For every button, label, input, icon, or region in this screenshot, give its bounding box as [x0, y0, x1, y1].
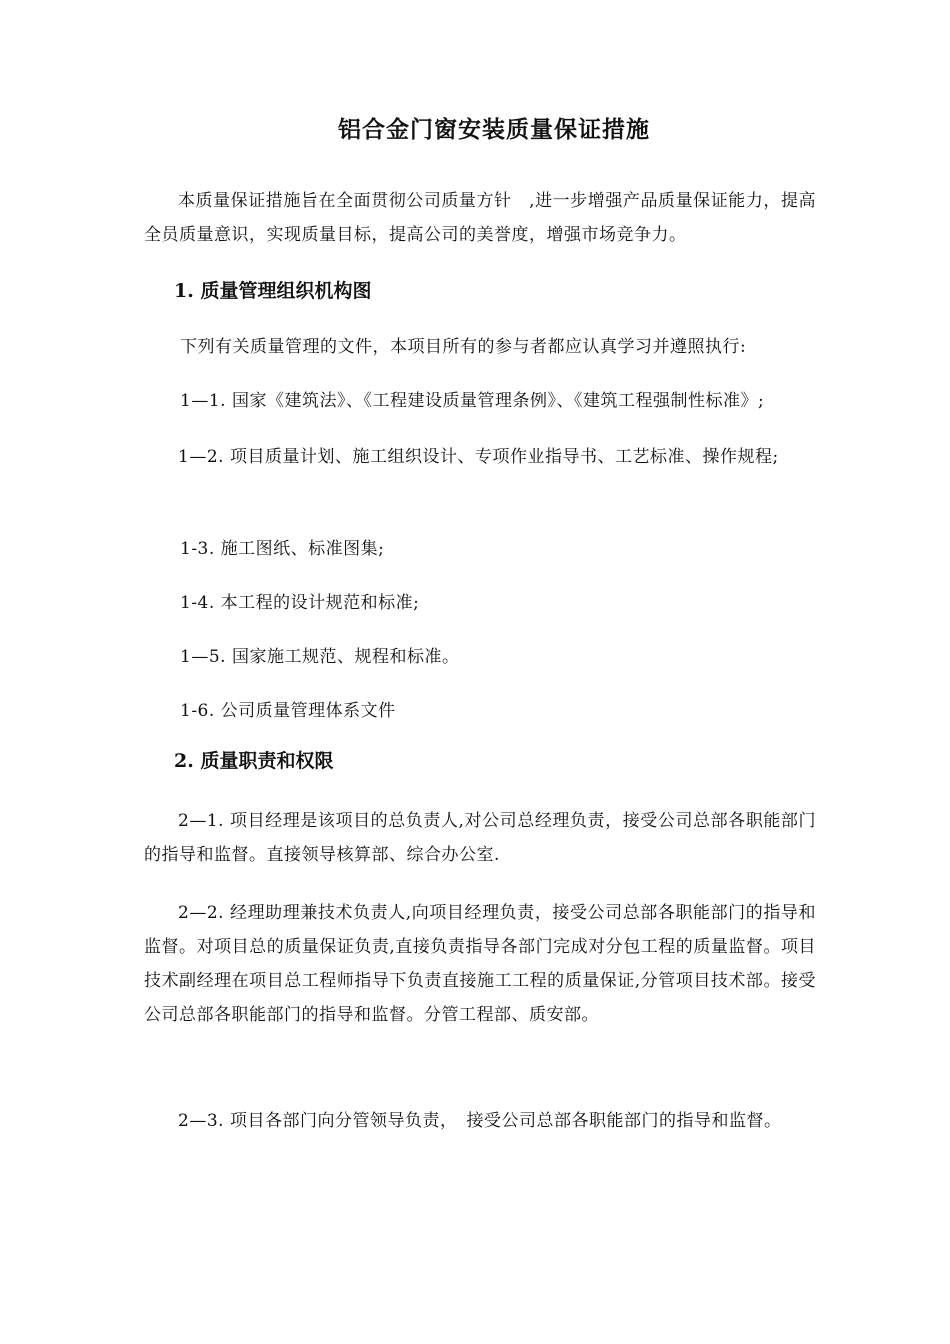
section-1-heading: 1. 质量管理组织机构图: [174, 280, 372, 302]
section-1-lead: 下列有关质量管理的文件，本项目所有的参与者都应认真学习并遵照执行:: [180, 337, 747, 357]
section-2-item: 2—1. 项目经理是该项目的总负责人,对公司总经理负责，接受公司总部各职能部门的指导和监督。直接领导核算部、综合办公室.: [144, 811, 816, 865]
section-2-item: 2—2. 经理助理兼技术负责人,向项目经理负责，接受公司总部各职能部门的指导和监督。对项目总的质量保证负责,直接负责指导各部门完成对分包工程的质量监督。项目技术副经理在项目总工程师指导下负责直接施工工程的质量保证,分管项目技术部。接受公司总部各职能部门的指导和监督。分管工程部、质安部。: [144, 903, 816, 1025]
section-1-item: 1—2. 项目质量计划、施工组织设计、专项作业指导书、工艺标准、操作规程;: [178, 447, 779, 467]
section-2-item: 2—3. 项目各部门向分管领导负责， 接受公司总部各职能部门的指导和监督。: [178, 1111, 782, 1131]
section-1-item: 1—1. 国家《建筑法》、《工程建设质量管理条例》、《建筑工程强制性标准》;: [180, 391, 765, 411]
section-1-item: 1-3. 施工图纸、标准图集;: [180, 539, 385, 559]
section-2-heading: 2. 质量职责和权限: [174, 750, 334, 772]
section-1-item: 1—5. 国家施工规范、规程和标准。: [180, 647, 460, 667]
section-1-item: 1-4. 本工程的设计规范和标准;: [180, 593, 420, 613]
document-title: 铝合金门窗安装质量保证措施: [338, 116, 650, 143]
intro-paragraph: 本质量保证措施旨在全面贯彻公司质量方针 ,进一步增强产品质量保证能力，提高全员质量意识，实现质量目标，提高公司的美誉度，增强市场竞争力。: [144, 191, 816, 245]
section-1-item: 1-6. 公司质量管理体系文件: [180, 701, 396, 721]
